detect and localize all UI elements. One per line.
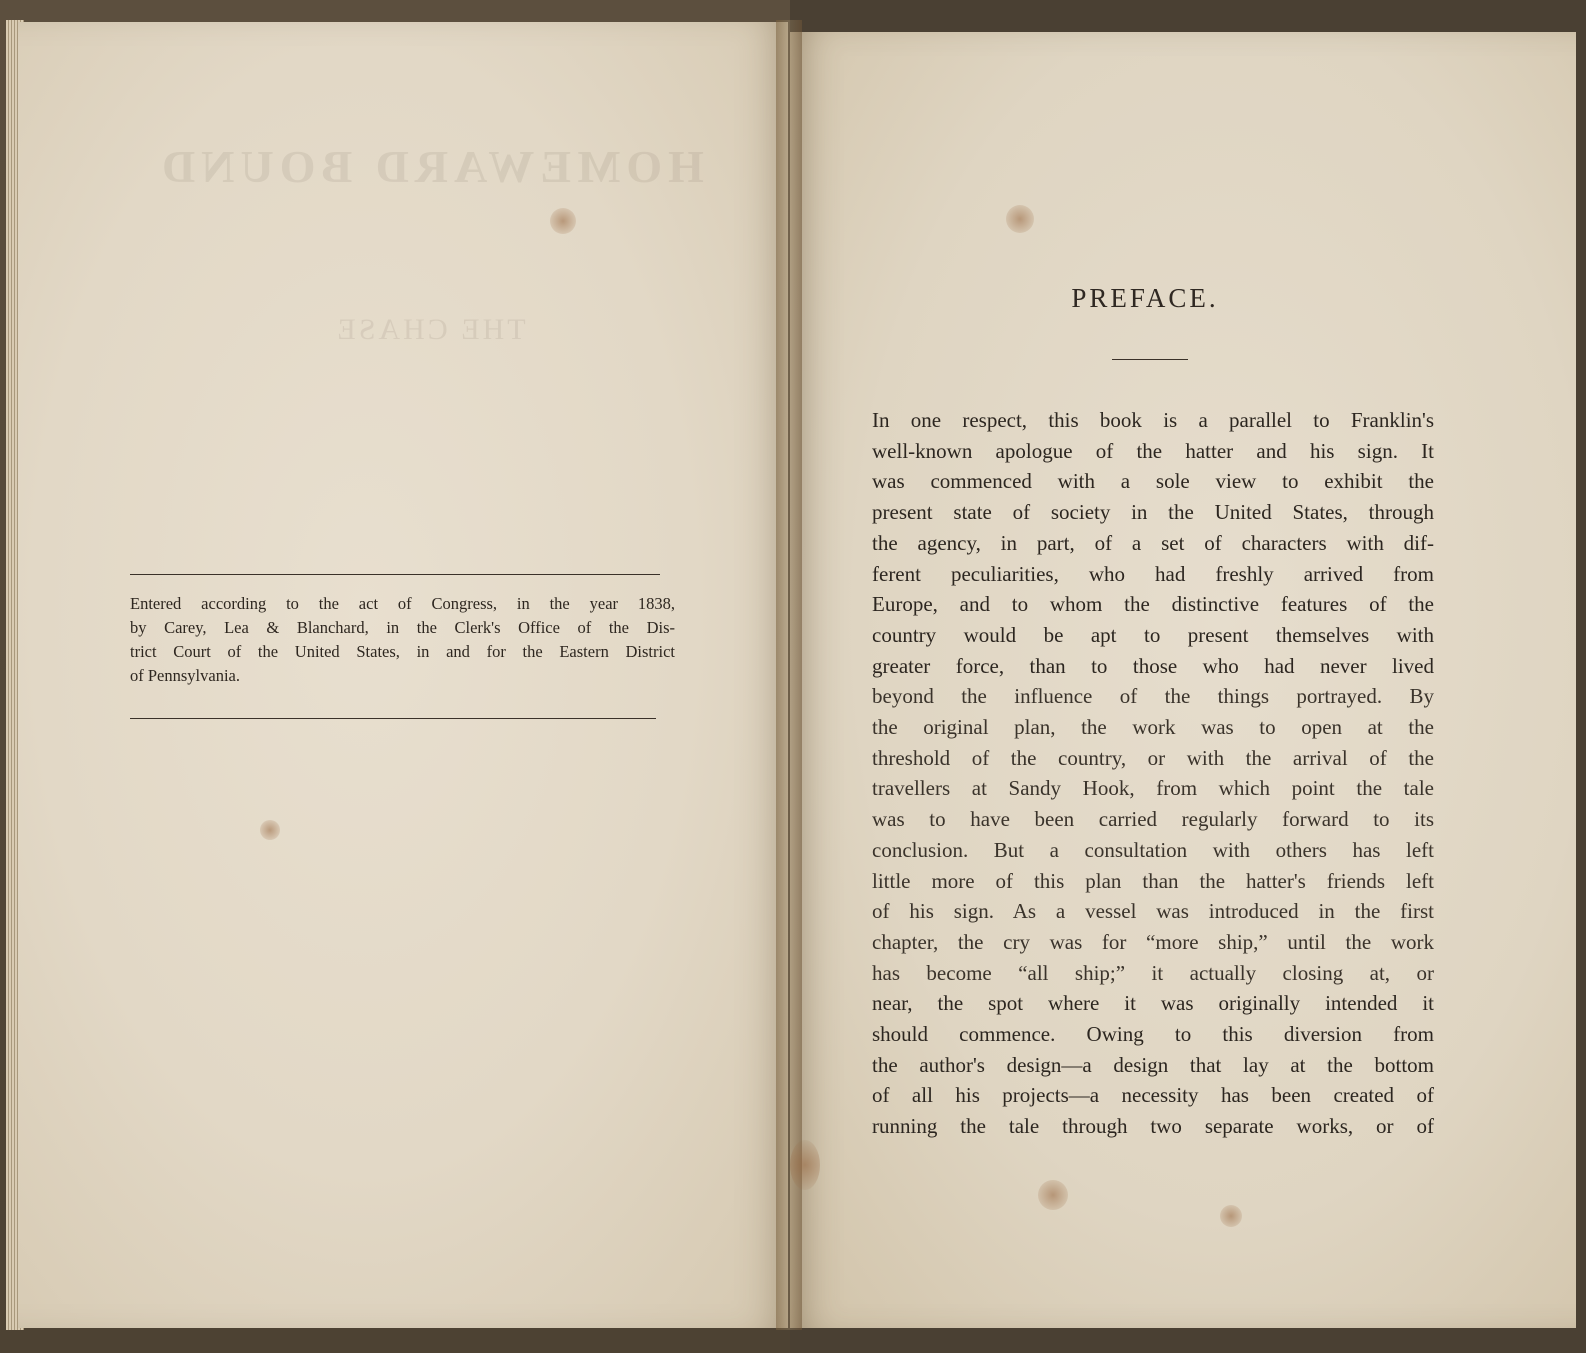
text-line: present state of society in the United States, through	[872, 500, 1434, 525]
text-line: greater force, than to those who had never lived	[872, 653, 1434, 678]
preface-text	[872, 405, 1434, 1142]
show-through-line: THE CHASE	[334, 313, 526, 346]
text-line: country would be apt to present themselves with	[872, 622, 1434, 647]
text-line: of all his projects—a necessity has been created of	[872, 1083, 1434, 1108]
text-line: beyond the influence of the things portrayed. By	[872, 684, 1434, 709]
show-through-line: HOMEWARD BOUND	[156, 141, 704, 192]
text-line: of his sign. As a vessel was introduced in the first	[872, 899, 1434, 924]
foxing-spot	[1038, 1180, 1068, 1210]
text-line: was commenced with a sole view to exhibit the	[872, 469, 1434, 494]
show-through-title	[150, 140, 710, 347]
text-line: the original plan, the work was to open at the	[872, 715, 1434, 740]
text-line: near, the spot where it was originally intended it	[872, 991, 1434, 1016]
text-line: travellers at Sandy Hook, from which point the tale	[872, 776, 1434, 801]
copyright-line: trict Court of the United States, in and for the Eastern District	[130, 642, 675, 661]
text-line: the author's design—a design that lay at the bottom	[872, 1052, 1434, 1077]
foxing-spot	[550, 208, 576, 234]
title-rule	[1112, 359, 1188, 360]
text-line: has become “all ship;” it actually closing at, or	[872, 960, 1434, 985]
text-line: conclusion. But a consultation with others has left	[872, 837, 1434, 862]
foxing-spot	[1220, 1205, 1242, 1227]
text-line: Europe, and to whom the distinctive features of the	[872, 592, 1434, 617]
text-line: running the tale through two separate works, or of	[872, 1114, 1434, 1139]
page-title: PREFACE.	[1071, 283, 1219, 313]
text-line: well-known apologue of the hatter and his sign. It	[872, 438, 1434, 463]
copyright-line: by Carey, Lea & Blanchard, in the Clerk's Office of the Dis-	[130, 618, 675, 637]
text-line: threshold of the country, or with the arrival of the	[872, 745, 1434, 770]
copyright-top-rule	[130, 574, 660, 575]
book-gutter	[776, 20, 802, 1330]
text-line: should commence. Owing to this diversion from	[872, 1022, 1434, 1047]
foxing-spot	[790, 1140, 820, 1190]
copyright-bottom-rule	[130, 718, 656, 719]
text-line: little more of this plan than the hatter's friends left	[872, 868, 1434, 893]
text-line: chapter, the cry was for “more ship,” until the work	[872, 929, 1434, 954]
foxing-spot	[260, 820, 280, 840]
foxing-spot	[1006, 205, 1034, 233]
copyright-line: of Pennsylvania.	[130, 666, 240, 685]
text-line: the agency, in part, of a set of characters with dif-	[872, 530, 1434, 555]
copyright-line: Entered according to the act of Congress, in the year 1838,	[130, 594, 675, 613]
text-line: In one respect, this book is a parallel to Franklin's	[872, 408, 1434, 432]
text-line: ferent peculiarities, who had freshly arrived from	[872, 561, 1434, 586]
text-line: was to have been carried regularly forward to its	[872, 807, 1434, 832]
copyright-notice	[130, 592, 675, 688]
